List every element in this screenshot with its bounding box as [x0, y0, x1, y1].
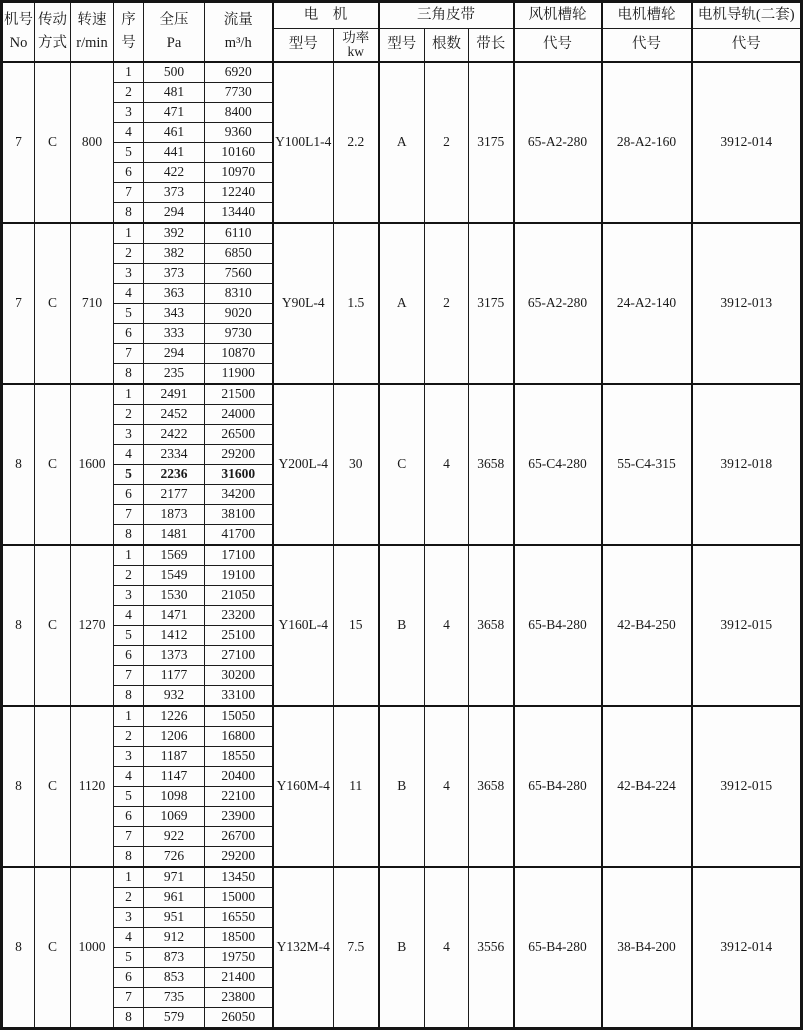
seq-cell: 3: [114, 263, 144, 283]
pressure-cell: 422: [144, 162, 205, 182]
motor-power-cell: 7.5: [334, 867, 379, 1029]
speed-cell: 1600: [71, 384, 114, 545]
pressure-cell: 382: [144, 243, 205, 263]
header-seq: [114, 2, 144, 62]
header-group-motor-pulley: 电机槽轮: [602, 2, 692, 29]
flow-cell: 26500: [205, 424, 273, 444]
header-pressure-unit: Pa: [166, 34, 182, 51]
header-machine-no-cn: 机号: [4, 12, 33, 29]
header-motor-power: [334, 29, 379, 62]
flow-cell: 29200: [205, 444, 273, 464]
header-drive-mode-line2: 方式: [38, 34, 67, 51]
motor-rail-code-cell: 3912-018: [692, 384, 802, 545]
motor-model-cell: Y160M-4: [273, 706, 334, 867]
flow-cell: 21500: [205, 384, 273, 405]
speed-cell: 1120: [71, 706, 114, 867]
spec-row: [2, 706, 802, 727]
seq-cell: 1: [114, 223, 144, 244]
flow-cell: 7730: [205, 82, 273, 102]
flow-cell: 26050: [205, 1007, 273, 1028]
header-speed-cn: 转速: [77, 12, 107, 29]
flow-cell: 17100: [205, 545, 273, 566]
pressure-cell: 1481: [144, 524, 205, 545]
belt-count-cell: 4: [425, 867, 469, 1029]
belt-model-cell: B: [379, 867, 425, 1029]
seq-cell: 8: [114, 363, 144, 384]
pressure-cell: 471: [144, 102, 205, 122]
belt-count-cell: 2: [425, 62, 469, 223]
flow-cell: 9360: [205, 122, 273, 142]
motor-model-cell: Y160L-4: [273, 545, 334, 706]
flow-cell: 9020: [205, 303, 273, 323]
pressure-cell: 932: [144, 685, 205, 706]
pressure-cell: 971: [144, 867, 205, 888]
speed-cell: 1270: [71, 545, 114, 706]
belt-count-cell: 4: [425, 545, 469, 706]
belt-count-cell: 2: [425, 223, 469, 384]
motor-model-cell: Y90L-4: [273, 223, 334, 384]
seq-cell: 8: [114, 1007, 144, 1028]
pressure-cell: 2422: [144, 424, 205, 444]
seq-cell: 2: [114, 243, 144, 263]
motor-pulley-code-cell: 38-B4-200: [602, 867, 692, 1029]
seq-cell: 2: [114, 404, 144, 424]
seq-cell: 6: [114, 645, 144, 665]
spec-row: [2, 62, 802, 83]
pressure-cell: 441: [144, 142, 205, 162]
seq-cell: 2: [114, 726, 144, 746]
motor-rail-code-cell: 3912-015: [692, 545, 802, 706]
machine-no-cell: 8: [2, 384, 35, 545]
flow-cell: 34200: [205, 484, 273, 504]
motor-power-cell: 15: [334, 545, 379, 706]
flow-cell: 21400: [205, 967, 273, 987]
header-belt-model: 型号: [379, 29, 425, 62]
seq-cell: 7: [114, 665, 144, 685]
flow-cell: 18500: [205, 927, 273, 947]
seq-cell: 1: [114, 867, 144, 888]
pressure-cell: 961: [144, 887, 205, 907]
seq-cell: 6: [114, 806, 144, 826]
flow-cell: 31600: [205, 464, 273, 484]
motor-rail-code-cell: 3912-014: [692, 867, 802, 1029]
flow-cell: 21050: [205, 585, 273, 605]
header-motor-pulley-code: 代号: [602, 29, 692, 62]
pressure-cell: 2491: [144, 384, 205, 405]
header-flow-cn: 流量: [223, 12, 253, 29]
header-motor-power-unit: kw: [347, 43, 364, 59]
seq-cell: 6: [114, 162, 144, 182]
seq-cell: 3: [114, 746, 144, 766]
seq-cell: 4: [114, 766, 144, 786]
pressure-cell: 373: [144, 263, 205, 283]
pressure-cell: 294: [144, 202, 205, 223]
fan-pulley-code-cell: 65-A2-280: [514, 223, 602, 384]
drive-mode-cell: C: [35, 867, 71, 1029]
seq-cell: 2: [114, 82, 144, 102]
pressure-cell: 912: [144, 927, 205, 947]
header-motor-power-cn: 功率: [342, 29, 370, 45]
pressure-cell: 461: [144, 122, 205, 142]
seq-cell: 8: [114, 524, 144, 545]
flow-cell: 38100: [205, 504, 273, 524]
seq-cell: 7: [114, 343, 144, 363]
drive-mode-cell: C: [35, 223, 71, 384]
speed-cell: 710: [71, 223, 114, 384]
pressure-cell: 1177: [144, 665, 205, 685]
seq-cell: 2: [114, 565, 144, 585]
drive-mode-cell: C: [35, 62, 71, 223]
pressure-cell: 373: [144, 182, 205, 202]
seq-cell: 1: [114, 706, 144, 727]
pressure-cell: 1147: [144, 766, 205, 786]
machine-no-cell: 8: [2, 545, 35, 706]
fan-pulley-code-cell: 65-A2-280: [514, 62, 602, 223]
seq-cell: 8: [114, 685, 144, 706]
motor-power-cell: 1.5: [334, 223, 379, 384]
flow-cell: 23900: [205, 806, 273, 826]
pressure-cell: 873: [144, 947, 205, 967]
pressure-cell: 1069: [144, 806, 205, 826]
pressure-cell: 1187: [144, 746, 205, 766]
flow-cell: 8310: [205, 283, 273, 303]
motor-pulley-code-cell: 28-A2-160: [602, 62, 692, 223]
pressure-cell: 235: [144, 363, 205, 384]
flow-cell: 10970: [205, 162, 273, 182]
pressure-cell: 1549: [144, 565, 205, 585]
pressure-cell: 1373: [144, 645, 205, 665]
flow-cell: 15050: [205, 706, 273, 727]
flow-cell: 18550: [205, 746, 273, 766]
seq-cell: 2: [114, 887, 144, 907]
pressure-cell: 500: [144, 62, 205, 83]
seq-cell: 3: [114, 585, 144, 605]
header-motor-rail-code: 代号: [692, 29, 802, 62]
flow-cell: 15000: [205, 887, 273, 907]
motor-rail-code-cell: 3912-014: [692, 62, 802, 223]
belt-length-cell: 3175: [469, 223, 514, 384]
seq-cell: 1: [114, 545, 144, 566]
flow-cell: 6850: [205, 243, 273, 263]
flow-cell: 25100: [205, 625, 273, 645]
seq-cell: 8: [114, 846, 144, 867]
seq-cell: 5: [114, 786, 144, 806]
flow-cell: 10870: [205, 343, 273, 363]
motor-power-cell: 11: [334, 706, 379, 867]
flow-cell: 13450: [205, 867, 273, 888]
header-group-motor-rail: 电机导轨(二套): [692, 2, 802, 29]
pressure-cell: 1226: [144, 706, 205, 727]
belt-model-cell: C: [379, 384, 425, 545]
machine-no-cell: 8: [2, 706, 35, 867]
pressure-cell: 294: [144, 343, 205, 363]
flow-cell: 22100: [205, 786, 273, 806]
flow-cell: 23200: [205, 605, 273, 625]
pressure-cell: 735: [144, 987, 205, 1007]
pressure-cell: 1530: [144, 585, 205, 605]
belt-length-cell: 3175: [469, 62, 514, 223]
pressure-cell: 481: [144, 82, 205, 102]
seq-cell: 6: [114, 323, 144, 343]
header-row-groups: [2, 2, 802, 29]
belt-length-cell: 3658: [469, 384, 514, 545]
pressure-cell: 2334: [144, 444, 205, 464]
pressure-cell: 853: [144, 967, 205, 987]
motor-pulley-code-cell: 24-A2-140: [602, 223, 692, 384]
seq-cell: 5: [114, 625, 144, 645]
flow-cell: 13440: [205, 202, 273, 223]
motor-model-cell: Y200L-4: [273, 384, 334, 545]
header-seq-line2: 号: [121, 34, 136, 51]
pressure-cell: 1412: [144, 625, 205, 645]
motor-pulley-code-cell: 42-B4-224: [602, 706, 692, 867]
drive-mode-cell: C: [35, 384, 71, 545]
flow-cell: 29200: [205, 846, 273, 867]
belt-count-cell: 4: [425, 706, 469, 867]
flow-cell: 6110: [205, 223, 273, 244]
flow-cell: 23800: [205, 987, 273, 1007]
spec-row: [2, 223, 802, 244]
header-group-motor: 电 机: [273, 2, 379, 29]
spec-table-body: [2, 62, 802, 1029]
header-seq-line1: 序: [121, 12, 136, 29]
pressure-cell: 343: [144, 303, 205, 323]
header-drive-mode: [35, 2, 71, 62]
seq-cell: 5: [114, 142, 144, 162]
pressure-cell: 1098: [144, 786, 205, 806]
motor-power-cell: 30: [334, 384, 379, 545]
seq-cell: 3: [114, 102, 144, 122]
seq-cell: 8: [114, 202, 144, 223]
motor-rail-code-cell: 3912-013: [692, 223, 802, 384]
header-machine-no-en: No: [9, 34, 28, 51]
motor-model-cell: Y132M-4: [273, 867, 334, 1029]
pressure-cell: 2236: [144, 464, 205, 484]
flow-cell: 11900: [205, 363, 273, 384]
flow-cell: 16800: [205, 726, 273, 746]
header-flow: [205, 2, 273, 62]
flow-cell: 33100: [205, 685, 273, 706]
machine-no-cell: 7: [2, 62, 35, 223]
motor-pulley-code-cell: 42-B4-250: [602, 545, 692, 706]
seq-cell: 7: [114, 504, 144, 524]
flow-cell: 20400: [205, 766, 273, 786]
header-belt-length: 带长: [469, 29, 514, 62]
belt-length-cell: 3556: [469, 867, 514, 1029]
seq-cell: 5: [114, 303, 144, 323]
pressure-cell: 579: [144, 1007, 205, 1028]
seq-cell: 1: [114, 62, 144, 83]
header-flow-unit: m³/h: [224, 34, 252, 51]
flow-cell: 41700: [205, 524, 273, 545]
seq-cell: 7: [114, 182, 144, 202]
seq-cell: 4: [114, 283, 144, 303]
drive-mode-cell: C: [35, 706, 71, 867]
pressure-cell: 1873: [144, 504, 205, 524]
seq-cell: 4: [114, 444, 144, 464]
header-belt-count: 根数: [425, 29, 469, 62]
motor-model-cell: Y100L1-4: [273, 62, 334, 223]
fan-pulley-code-cell: 65-B4-280: [514, 545, 602, 706]
belt-length-cell: 3658: [469, 706, 514, 867]
pressure-cell: 726: [144, 846, 205, 867]
pressure-cell: 333: [144, 323, 205, 343]
flow-cell: 6920: [205, 62, 273, 83]
spec-row: [2, 384, 802, 405]
flow-cell: 27100: [205, 645, 273, 665]
speed-cell: 800: [71, 62, 114, 223]
belt-model-cell: A: [379, 62, 425, 223]
seq-cell: 4: [114, 927, 144, 947]
motor-pulley-code-cell: 55-C4-315: [602, 384, 692, 545]
belt-length-cell: 3658: [469, 545, 514, 706]
belt-model-cell: B: [379, 706, 425, 867]
drive-mode-cell: C: [35, 545, 71, 706]
header-motor-model: 型号: [273, 29, 334, 62]
flow-cell: 30200: [205, 665, 273, 685]
header-machine-no: [2, 2, 35, 62]
pressure-cell: 2177: [144, 484, 205, 504]
pressure-cell: 392: [144, 223, 205, 244]
spec-row: [2, 867, 802, 888]
flow-cell: 19750: [205, 947, 273, 967]
belt-model-cell: A: [379, 223, 425, 384]
header-drive-mode-line1: 传动: [38, 12, 67, 29]
header-pressure-cn: 全压: [159, 12, 189, 29]
belt-model-cell: B: [379, 545, 425, 706]
pressure-cell: 1471: [144, 605, 205, 625]
seq-cell: 5: [114, 947, 144, 967]
seq-cell: 7: [114, 826, 144, 846]
machine-no-cell: 8: [2, 867, 35, 1029]
flow-cell: 24000: [205, 404, 273, 424]
motor-rail-code-cell: 3912-015: [692, 706, 802, 867]
header-speed-unit: r/min: [76, 34, 108, 51]
header-pressure: [144, 2, 205, 62]
pressure-cell: 1569: [144, 545, 205, 566]
header-fan-pulley-code: 代号: [514, 29, 602, 62]
pressure-cell: 922: [144, 826, 205, 846]
flow-cell: 9730: [205, 323, 273, 343]
header-group-fan-pulley: 风机槽轮: [514, 2, 602, 29]
seq-cell: 7: [114, 987, 144, 1007]
machine-no-cell: 7: [2, 223, 35, 384]
flow-cell: 10160: [205, 142, 273, 162]
flow-cell: 26700: [205, 826, 273, 846]
fan-pulley-code-cell: 65-B4-280: [514, 867, 602, 1029]
pressure-cell: 363: [144, 283, 205, 303]
flow-cell: 19100: [205, 565, 273, 585]
header-speed: [71, 2, 114, 62]
belt-count-cell: 4: [425, 384, 469, 545]
seq-cell: 3: [114, 424, 144, 444]
flow-cell: 16550: [205, 907, 273, 927]
seq-cell: 3: [114, 907, 144, 927]
pressure-cell: 1206: [144, 726, 205, 746]
fan-pulley-code-cell: 65-B4-280: [514, 706, 602, 867]
seq-cell: 4: [114, 605, 144, 625]
fan-pulley-code-cell: 65-C4-280: [514, 384, 602, 545]
flow-cell: 12240: [205, 182, 273, 202]
seq-cell: 1: [114, 384, 144, 405]
pressure-cell: 2452: [144, 404, 205, 424]
seq-cell: 5: [114, 464, 144, 484]
seq-cell: 6: [114, 967, 144, 987]
speed-cell: 1000: [71, 867, 114, 1029]
pressure-cell: 951: [144, 907, 205, 927]
header-group-v-belt: 三角皮带: [379, 2, 514, 29]
motor-power-cell: 2.2: [334, 62, 379, 223]
flow-cell: 7560: [205, 263, 273, 283]
spec-row: [2, 545, 802, 566]
flow-cell: 8400: [205, 102, 273, 122]
seq-cell: 6: [114, 484, 144, 504]
seq-cell: 4: [114, 122, 144, 142]
